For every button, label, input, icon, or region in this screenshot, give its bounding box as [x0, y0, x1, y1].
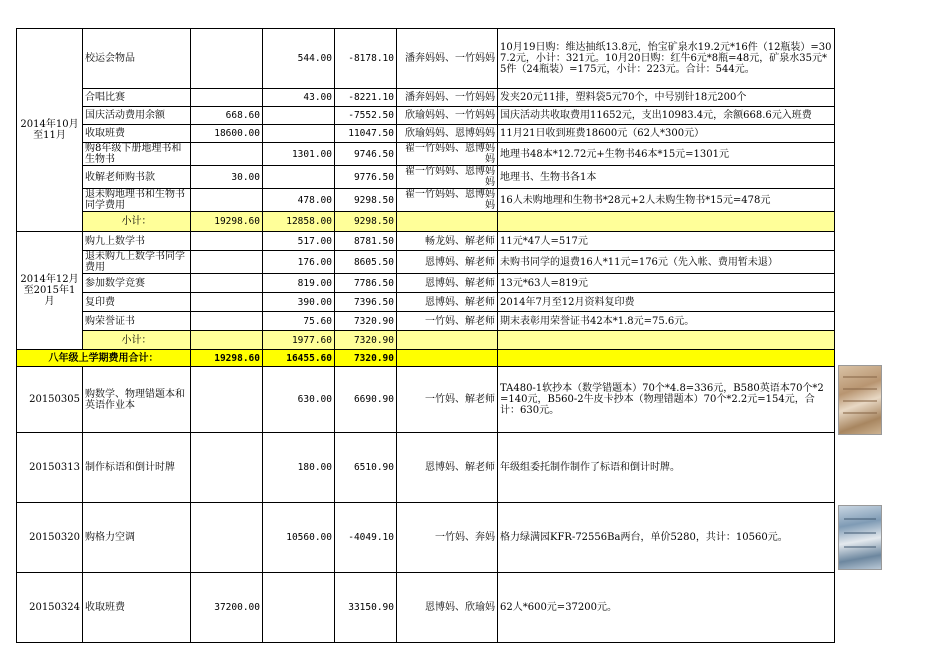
table-row [17, 367, 835, 433]
table-row [17, 107, 835, 125]
period-cell[interactable]: 2014年10月至11月 [17, 29, 83, 232]
note-cell[interactable]: 10月19日购：维达抽纸13.8元，怡宝矿泉水19.2元*16件（12瓶装）=307.2元，小计：321元。10月20日购：红牛6元*8瓶=48元，矿泉水35元*5件（24瓶装）=175元，小计：223元。合计：544元。 [498, 29, 835, 89]
income-cell[interactable]: 18600.00 [191, 125, 263, 143]
handler-cell[interactable]: 恩博妈、解老师 [397, 274, 498, 293]
table-row [17, 293, 835, 312]
table-row [17, 274, 835, 293]
income-cell[interactable]: 668.60 [191, 107, 263, 125]
expense-cell[interactable] [263, 125, 335, 143]
receipt-photo-thumbnail[interactable] [838, 505, 882, 570]
handler-cell[interactable]: 畅龙妈、解老师 [397, 232, 498, 251]
table-row [17, 166, 835, 189]
item-cell[interactable]: 参加数学竞赛 [83, 274, 191, 293]
expense-cell[interactable]: 180.00 [263, 433, 335, 503]
income-cell[interactable] [191, 143, 263, 166]
income-cell[interactable] [191, 367, 263, 433]
note-cell[interactable]: 地理书48本*12.72元+生物书46本*15元=1301元 [498, 143, 835, 166]
item-cell[interactable]: 购格力空调 [83, 503, 191, 573]
note-cell[interactable]: 11月21日收到班费18600元（62人*300元） [498, 125, 835, 143]
expense-cell[interactable] [263, 107, 335, 125]
date-cell[interactable]: 20150313 [17, 433, 83, 503]
note-cell[interactable]: 13元*63人=819元 [498, 274, 835, 293]
balance-cell[interactable]: 7320.90 [335, 312, 397, 331]
handler-cell[interactable] [397, 331, 498, 350]
balance-cell[interactable]: 11047.50 [335, 125, 397, 143]
handler-cell[interactable]: 恩博妈、解老师 [397, 433, 498, 503]
handler-cell[interactable]: 一竹妈、奔妈 [397, 503, 498, 573]
income-cell[interactable] [191, 251, 263, 274]
expense-cell[interactable]: 176.00 [263, 251, 335, 274]
item-cell[interactable]: 国庆活动费用余额 [83, 107, 191, 125]
balance-cell[interactable]: 6690.90 [335, 367, 397, 433]
table-row [17, 212, 835, 232]
income-cell[interactable] [191, 29, 263, 89]
note-cell[interactable]: 2014年7月至12月资料复印费 [498, 293, 835, 312]
handler-cell[interactable] [397, 212, 498, 232]
note-cell[interactable]: 国庆活动共收取费用11652元，支出10983.4元，余额668.6元入班费 [498, 107, 835, 125]
table-row [17, 29, 835, 89]
table-row [17, 232, 835, 251]
subtotal-label[interactable]: 小计： [83, 212, 191, 232]
date-cell[interactable]: 20150320 [17, 503, 83, 573]
note-cell[interactable] [498, 331, 835, 350]
balance-cell[interactable]: 8781.50 [335, 232, 397, 251]
handler-cell[interactable]: 翟一竹妈妈、恩博妈妈 [397, 189, 498, 212]
note-cell[interactable]: 未购书同学的退费16人*11元=176元（先入帐、费用暂未退） [498, 251, 835, 274]
note-cell[interactable]: 16人未购地理和生物书*28元+2人未购生物书*15元=478元 [498, 189, 835, 212]
expense-cell[interactable]: 12858.00 [263, 212, 335, 232]
note-cell[interactable]: 11元*47人=517元 [498, 232, 835, 251]
balance-cell[interactable]: 7320.90 [335, 331, 397, 350]
expense-cell[interactable]: 478.00 [263, 189, 335, 212]
income-cell[interactable] [191, 503, 263, 573]
balance-cell[interactable]: -7552.50 [335, 107, 397, 125]
table-row [17, 125, 835, 143]
note-cell[interactable]: 年级组委托制作制作了标语和倒计时牌。 [498, 433, 835, 503]
balance-cell[interactable]: 6510.90 [335, 433, 397, 503]
item-cell[interactable]: 收解老师购书款 [83, 166, 191, 189]
income-cell[interactable] [191, 232, 263, 251]
table-row [17, 251, 835, 274]
item-cell[interactable]: 制作标语和倒计时牌 [83, 433, 191, 503]
note-cell[interactable]: 发夹20元11排，塑料袋5元70个，中号别针18元200个 [498, 89, 835, 107]
income-cell[interactable]: 30.00 [191, 166, 263, 189]
item-cell[interactable]: 购8年级下册地理书和生物书 [83, 143, 191, 166]
note-cell[interactable] [498, 212, 835, 232]
income-cell[interactable] [191, 274, 263, 293]
expense-cell[interactable]: 10560.00 [263, 503, 335, 573]
expense-ledger-table [16, 28, 835, 643]
income-cell[interactable] [191, 189, 263, 212]
table-row [17, 350, 835, 367]
item-cell[interactable]: 购荣誉证书 [83, 312, 191, 331]
item-cell[interactable]: 收取班费 [83, 573, 191, 643]
handler-cell[interactable]: 欣瑜妈妈、恩博妈妈 [397, 125, 498, 143]
item-cell[interactable]: 退未购地理书和生物书同学费用 [83, 189, 191, 212]
item-cell[interactable]: 复印费 [83, 293, 191, 312]
balance-cell[interactable]: 8605.50 [335, 251, 397, 274]
handler-cell[interactable]: 恩博妈、解老师 [397, 251, 498, 274]
table-row [17, 189, 835, 212]
income-cell[interactable]: 19298.60 [191, 350, 263, 367]
item-cell[interactable]: 购九上数学书 [83, 232, 191, 251]
table-row [17, 573, 835, 643]
item-cell[interactable]: 合唱比赛 [83, 89, 191, 107]
expense-cell[interactable]: 544.00 [263, 29, 335, 89]
item-cell[interactable]: 购数学、物理错题本和英语作业本 [83, 367, 191, 433]
balance-cell[interactable]: 33150.90 [335, 573, 397, 643]
table-row [17, 433, 835, 503]
handler-cell[interactable]: 欣瑜妈妈、一竹妈妈 [397, 107, 498, 125]
expense-cell[interactable]: 517.00 [263, 232, 335, 251]
income-cell[interactable] [191, 293, 263, 312]
balance-cell[interactable]: 9776.50 [335, 166, 397, 189]
table-row [17, 312, 835, 331]
balance-cell[interactable]: 7786.50 [335, 274, 397, 293]
note-cell[interactable]: 地理书、生物书各1本 [498, 166, 835, 189]
grand-total-label[interactable]: 八年级上学期费用合计： [17, 350, 191, 367]
expense-cell[interactable] [263, 573, 335, 643]
balance-cell[interactable]: -4049.10 [335, 503, 397, 573]
note-cell[interactable]: TA480-1软抄本（数学错题本）70个*4.8=336元，B580英语本70个*2=140元，B560-2牛皮卡抄本（物理错题本）70个*2.2元=154元，合计：630元。 [498, 367, 835, 433]
income-cell[interactable]: 37200.00 [191, 573, 263, 643]
expense-cell[interactable]: 1977.60 [263, 331, 335, 350]
handler-cell[interactable]: 潘奔妈妈、一竹妈妈 [397, 89, 498, 107]
receipt-photo-thumbnail[interactable] [838, 365, 882, 435]
handler-cell[interactable]: 翟一竹妈妈、恩博妈妈 [397, 166, 498, 189]
table-row [17, 143, 835, 166]
handler-cell[interactable]: 一竹妈、解老师 [397, 312, 498, 331]
note-cell[interactable]: 格力绿满园KFR-72556Ba两台，单价5280，共计：10560元。 [498, 503, 835, 573]
handler-cell[interactable]: 恩博妈、解老师 [397, 293, 498, 312]
expense-cell[interactable]: 43.00 [263, 89, 335, 107]
date-cell[interactable]: 20150324 [17, 573, 83, 643]
expense-cell[interactable]: 1301.00 [263, 143, 335, 166]
period-cell[interactable]: 2014年12月至2015年1月 [17, 232, 83, 350]
table-row [17, 503, 835, 573]
handler-cell[interactable]: 一竹妈、解老师 [397, 367, 498, 433]
expense-cell[interactable]: 75.60 [263, 312, 335, 331]
expense-cell[interactable] [263, 166, 335, 189]
handler-cell[interactable] [397, 350, 498, 367]
handler-cell[interactable]: 翟一竹妈妈、恩博妈妈 [397, 143, 498, 166]
item-cell[interactable]: 收取班费 [83, 125, 191, 143]
expense-cell[interactable]: 819.00 [263, 274, 335, 293]
balance-cell[interactable]: 7396.50 [335, 293, 397, 312]
balance-cell[interactable]: 7320.90 [335, 350, 397, 367]
subtotal-label[interactable]: 小计： [83, 331, 191, 350]
balance-cell[interactable]: 9746.50 [335, 143, 397, 166]
income-cell[interactable] [191, 433, 263, 503]
item-cell[interactable]: 校运会物品 [83, 29, 191, 89]
note-cell[interactable]: 期末表彰用荣誉证书42本*1.8元=75.6元。 [498, 312, 835, 331]
income-cell[interactable] [191, 331, 263, 350]
note-cell[interactable] [498, 350, 835, 367]
income-cell[interactable]: 19298.60 [191, 212, 263, 232]
balance-cell[interactable]: -8178.10 [335, 29, 397, 89]
income-cell[interactable] [191, 312, 263, 331]
expense-cell[interactable]: 390.00 [263, 293, 335, 312]
table-row [17, 89, 835, 107]
item-cell[interactable]: 退未购九上数学书同学费用 [83, 251, 191, 274]
handler-cell[interactable]: 恩博妈、欣瑜妈 [397, 573, 498, 643]
balance-cell[interactable]: 9298.50 [335, 189, 397, 212]
balance-cell[interactable]: 9298.50 [335, 212, 397, 232]
balance-cell[interactable]: -8221.10 [335, 89, 397, 107]
table-row [17, 331, 835, 350]
note-cell[interactable]: 62人*600元=37200元。 [498, 573, 835, 643]
income-cell[interactable] [191, 89, 263, 107]
expense-cell[interactable]: 630.00 [263, 367, 335, 433]
handler-cell[interactable]: 潘奔妈妈、一竹妈妈 [397, 29, 498, 89]
date-cell[interactable]: 20150305 [17, 367, 83, 433]
expense-cell[interactable]: 16455.60 [263, 350, 335, 367]
